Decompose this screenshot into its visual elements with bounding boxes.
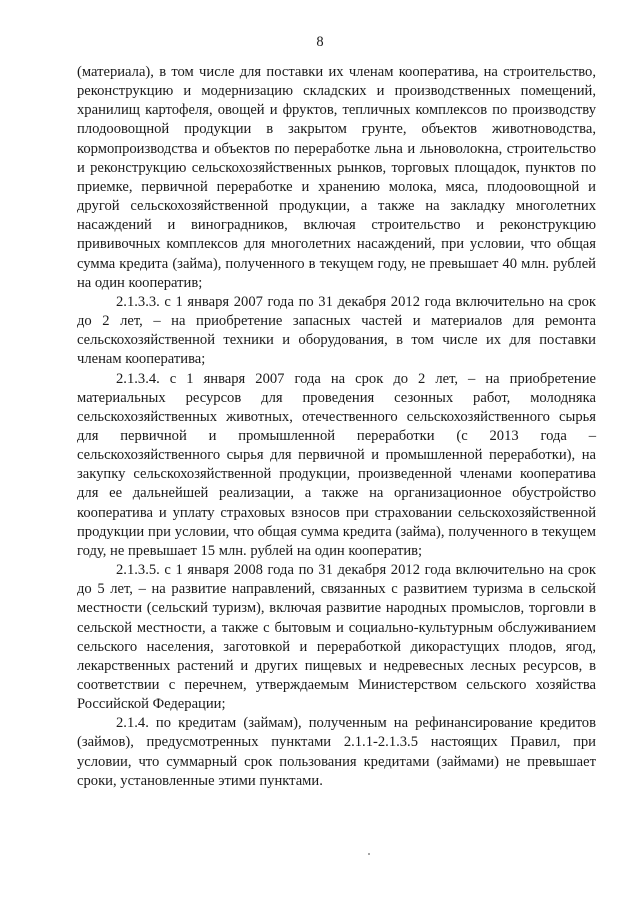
paragraph-2-1-4: 2.1.4. по кредитам (займам), полученным на рефинансирование кредитов (займов), предусмотренных пунктами 2.1.1-2.1.3.5 настоящих Правил, при условии, что суммарный срок пользования кредитами (займами) не превышает сроки, установленные этими пунктами.: [77, 715, 596, 789]
page-number: 8: [316, 34, 324, 50]
paragraph-2-1-3-4: 2.1.3.4. с 1 января 2007 года на срок до 2 лет, – на приобретение материальных ресурсов для проведения сезонных работ, молодняка сельскохозяйственных животных, отечественного сельскохозяйственного сырья для первичной и промышленной переработки (с 2013 года – сельскохозяйственного сырья для первичной и промышленной переработки), на закупку сельскохозяйственной продукции, произведенной членами кооператива для ее дальнейшей реализации, а также на организационное обустройство кооператива и уплату страховых взносов при страховании сельскохозяйственной продукции при условии, что общая сумма кредита (займа), полученного в текущем году, не превышает 15 млн. рублей на один кооператив;: [77, 370, 596, 559]
paragraph-2-1-3-5: 2.1.3.5. с 1 января 2008 года по 31 декабря 2012 года включительно на срок до 5 лет, – на развитие направлений, связанных с развитием туризма в сельской местности (сельский туризм), включая развитие народных промыслов, торговли в сельской местности, а также с бытовым и социально-культурным обслуживанием сельского населения, заготовкой и переработкой дикорастущих плодов, ягод, лекарственных растений и других пищевых и недревесных лесных ресурсов, в соответствии с перечнем, утверждаемым Министерством сельского хозяйства Российской Федерации;: [77, 562, 596, 713]
paragraph-2-1-3-3: 2.1.3.3. с 1 января 2007 года по 31 декабря 2012 года включительно на срок до 2 лет, – на приобретение запасных частей и материалов для ремонта сельскохозяйственной техники и оборудования, в том числе их для поставки членам кооператива;: [77, 293, 596, 368]
paragraph-continuation: (материала), в том числе для поставки их членам кооператива, на строительство, реконструкцию и модернизацию складских и производственных помещений, хранилищ картофеля, овощей и фруктов, тепличных комплексов по производству плодоовощной продукции в закрытом грунте, объектов животноводства, кормопроизводства и объектов по переработке льна и льноволокна, строительство и реконструкцию сельскохозяйственных рынков, торговых площадок, пунктов по приемке, первичной переработке и хранению молока, мяса, плодоовощной и другой сельскохозяйственной продукции, а также на закладку многолетних насаждений и виноградников, включая строительство и реконструкцию прививочных комплексов для многолетних насаждений, при условии, что общая сумма кредита (займа), полученного в текущем году, не превышает 40 млн. рублей на один кооператив;: [77, 64, 596, 291]
scan-speck: [368, 853, 370, 855]
document-body: [77, 63, 596, 791]
